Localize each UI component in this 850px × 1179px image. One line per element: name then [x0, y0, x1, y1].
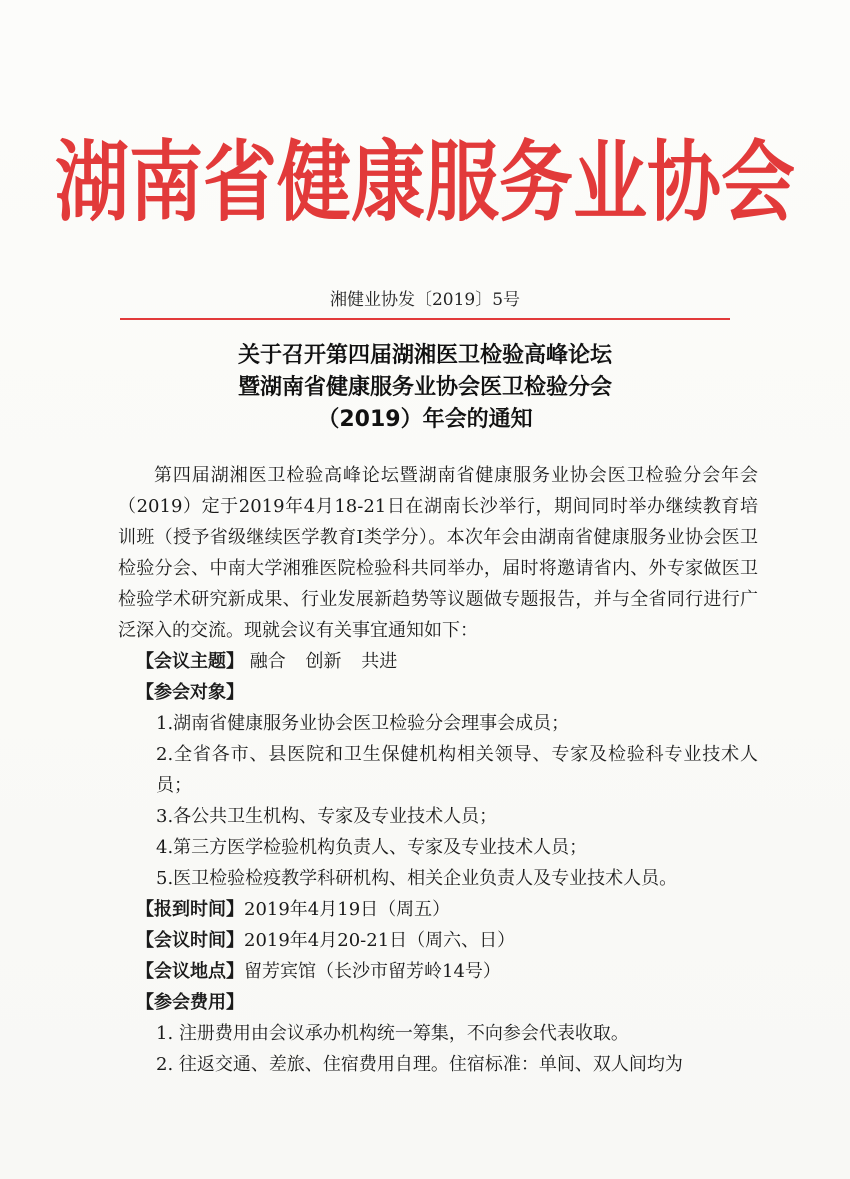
fee-item: 1. 注册费用由会议承办机构统一筹集，不向参会代表收取。: [156, 1023, 629, 1044]
meeting-time-row: [118, 925, 758, 956]
attendee-item: 5.医卫检验检疫教学科研机构、相关企业负责人及专业技术人员。: [156, 868, 678, 889]
theme-word: 创新: [305, 651, 342, 672]
organization-header: 湖南省健康服务业协会: [55, 132, 795, 234]
title-line-2: 暨湖南省健康服务业协会医卫检验分会: [237, 375, 612, 400]
meeting-time-label: 【会议时间】: [136, 930, 244, 951]
attendee-item: 3.各公共卫生机构、专家及专业技术人员；: [156, 806, 498, 827]
theme-row: [118, 646, 758, 677]
theme-word: 共进: [361, 651, 398, 672]
attendee-item: 2.全省各市、县医院和卫生保健机构相关领导、专家及检验科专业技术人员；: [156, 744, 758, 796]
venue-row: [118, 956, 758, 987]
registration-value: 2019年4月19日（周五）: [244, 899, 451, 920]
notice-body: [118, 460, 758, 1080]
intro-paragraph: 第四届湖湘医卫检验高峰论坛暨湖南省健康服务业协会医卫检验分会年会（2019）定于2019年4月18-21日在湖南长沙举行，期间同时举办继续教育培训班（授予省级继续医学教育Ⅰ类学分）。本次年会由湖南省健康服务业协会医卫检验分会、中南大学湘雅医院检验科共同举办，届时将邀请省内、外专家做医卫检验学术研究新成果、行业发展新趋势等议题做专题报告，并与全省同行进行广泛深入的交流。现就会议有关事宜通知如下：: [118, 465, 758, 641]
title-line-3: （2019）年会的通知: [317, 407, 533, 432]
attendee-item: 1.湖南省健康服务业协会医卫检验分会理事会成员；: [156, 713, 570, 734]
attendees-label: 【参会对象】: [136, 682, 244, 703]
notice-title: [0, 340, 850, 436]
attendee-item: 4.第三方医学检验机构负责人、专家及专业技术人员；: [156, 837, 588, 858]
theme-word: 融合: [249, 651, 286, 672]
red-divider-line: [120, 318, 730, 320]
fee-item: 2. 往返交通、差旅、住宿费用自理。住宿标准：单间、双人间均为: [156, 1054, 683, 1075]
fees-label: 【参会费用】: [136, 992, 244, 1013]
meeting-time-value: 2019年4月20-21日（周六、日）: [244, 930, 516, 951]
title-line-1: 关于召开第四届湖湘医卫检验高峰论坛: [237, 343, 612, 368]
document-number: 湘健业协发〔2019〕5号: [329, 290, 521, 310]
registration-row: [118, 894, 758, 925]
venue-value: 留芳宾馆（长沙市留芳岭14号）: [244, 961, 501, 982]
registration-label: 【报到时间】: [136, 899, 244, 920]
venue-label: 【会议地点】: [136, 961, 244, 982]
theme-label: 【会议主题】: [136, 651, 244, 672]
